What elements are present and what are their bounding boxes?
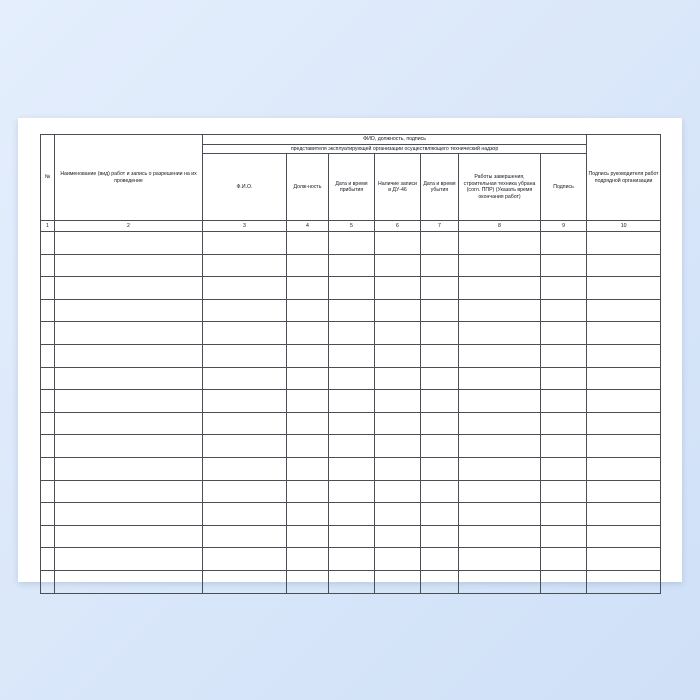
table-cell[interactable] [375,232,421,255]
table-cell[interactable] [541,525,587,548]
header-cell-arrival: Дата и время прибытия [329,154,375,221]
table-cell[interactable] [55,254,203,277]
table-cell[interactable] [41,435,55,458]
table-cell[interactable] [421,457,459,480]
table-cell[interactable] [329,525,375,548]
table-cell[interactable] [421,277,459,300]
table-cell[interactable] [541,570,587,593]
table-row[interactable] [41,232,661,255]
table-cell[interactable] [421,435,459,458]
works-journal-table [40,134,661,594]
table-cell[interactable] [203,322,287,345]
table-cell[interactable] [541,390,587,413]
header-cell-position: Долж-ность [287,154,329,221]
table-cell[interactable] [541,344,587,367]
table-cell[interactable] [329,367,375,390]
table-cell[interactable] [375,344,421,367]
table-cell[interactable] [287,480,329,503]
table-cell[interactable] [203,390,287,413]
table-cell[interactable] [329,390,375,413]
table-cell[interactable] [287,232,329,255]
column-number-row [41,221,661,232]
table-cell[interactable] [587,480,661,503]
table-cell[interactable] [459,503,541,526]
table-cell[interactable] [375,548,421,571]
table-cell[interactable] [41,412,55,435]
table-cell[interactable] [459,322,541,345]
table-cell[interactable] [587,299,661,322]
table-cell[interactable] [203,525,287,548]
table-cell[interactable] [541,503,587,526]
header-cell-fio: Ф.И.О. [203,154,287,221]
table-row[interactable] [41,503,661,526]
table-cell[interactable] [375,503,421,526]
header-cell-name: Наименование (вид) работ и запись о разрешении на их проведение [55,135,203,221]
table-cell[interactable] [459,480,541,503]
table-cell[interactable] [421,390,459,413]
table-cell[interactable] [541,254,587,277]
table-cell[interactable] [459,277,541,300]
table-cell[interactable] [375,480,421,503]
table-cell[interactable] [459,570,541,593]
table-cell[interactable] [375,277,421,300]
table-cell[interactable] [541,548,587,571]
table-cell[interactable] [421,344,459,367]
table-cell[interactable] [459,232,541,255]
table-cell[interactable] [203,299,287,322]
table-cell[interactable] [287,503,329,526]
table-cell[interactable] [329,344,375,367]
table-cell[interactable] [329,435,375,458]
table-cell[interactable] [541,277,587,300]
table-cell[interactable] [41,232,55,255]
table-row[interactable] [41,254,661,277]
table-cell[interactable] [41,254,55,277]
table-cell[interactable] [203,457,287,480]
table-cell[interactable] [459,435,541,458]
table-cell[interactable] [587,322,661,345]
table-cell[interactable] [41,367,55,390]
table-cell[interactable] [421,570,459,593]
table-cell[interactable] [421,367,459,390]
table-cell[interactable] [587,525,661,548]
header-cell-departure: Дата и время убытия [421,154,459,221]
column-number-10: 10 [587,221,661,232]
table-cell[interactable] [41,299,55,322]
table-container [40,134,660,594]
table-cell[interactable] [55,322,203,345]
header-cell-no: № [41,135,55,221]
table-cell[interactable] [41,480,55,503]
table-cell[interactable] [203,503,287,526]
table-cell[interactable] [55,480,203,503]
header-group-supervisor-line1: ФИО, должность, подпись [203,135,587,145]
table-cell[interactable] [459,525,541,548]
table-cell[interactable] [55,570,203,593]
table-cell[interactable] [587,344,661,367]
column-number-4: 4 [287,221,329,232]
table-cell[interactable] [421,480,459,503]
table-cell[interactable] [587,435,661,458]
document-sheet [18,118,682,582]
table-cell[interactable] [541,457,587,480]
table-row[interactable] [41,322,661,345]
table-cell[interactable] [329,503,375,526]
table-cell[interactable] [541,232,587,255]
table-row[interactable] [41,570,661,593]
table-cell[interactable] [421,299,459,322]
table-cell[interactable] [459,390,541,413]
table-cell[interactable] [459,412,541,435]
table-cell[interactable] [459,344,541,367]
table-cell[interactable] [587,457,661,480]
table-cell[interactable] [203,254,287,277]
table-cell[interactable] [541,299,587,322]
table-cell[interactable] [329,457,375,480]
table-cell[interactable] [41,548,55,571]
table-row[interactable] [41,480,661,503]
table-cell[interactable] [203,435,287,458]
table-row[interactable] [41,390,661,413]
table-cell[interactable] [41,570,55,593]
table-cell[interactable] [203,367,287,390]
table-cell[interactable] [421,254,459,277]
table-row[interactable] [41,299,661,322]
table-cell[interactable] [541,367,587,390]
column-number-7: 7 [421,221,459,232]
table-cell[interactable] [541,480,587,503]
table-cell[interactable] [287,548,329,571]
table-cell[interactable] [587,503,661,526]
column-number-6: 6 [375,221,421,232]
table-cell[interactable] [287,254,329,277]
table-cell[interactable] [587,570,661,593]
table-cell[interactable] [55,457,203,480]
table-cell[interactable] [287,435,329,458]
table-cell[interactable] [55,277,203,300]
table-cell[interactable] [203,480,287,503]
table-cell[interactable] [375,322,421,345]
table-cell[interactable] [55,390,203,413]
column-number-9: 9 [541,221,587,232]
table-cell[interactable] [287,344,329,367]
table-cell[interactable] [587,232,661,255]
table-cell[interactable] [375,299,421,322]
table-row[interactable] [41,457,661,480]
table-cell[interactable] [41,344,55,367]
header-group-supervisor-line2: представителя эксплуатирующей организации осуществляющего технический надзор [203,144,587,154]
table-cell[interactable] [55,525,203,548]
column-number-5: 5 [329,221,375,232]
header-cell-du46: Наличие записи в ДУ-46 [375,154,421,221]
table-cell[interactable] [459,457,541,480]
table-cell[interactable] [375,525,421,548]
table-cell[interactable] [459,254,541,277]
table-cell[interactable] [41,503,55,526]
header-cell-signature: Подпись [541,154,587,221]
table-cell[interactable] [587,367,661,390]
table-group-header-row-1 [41,135,661,145]
table-cell[interactable] [329,254,375,277]
table-cell[interactable] [41,277,55,300]
table-cell[interactable] [203,232,287,255]
table-cell[interactable] [329,480,375,503]
table-row[interactable] [41,277,661,300]
table-cell[interactable] [55,299,203,322]
table-cell[interactable] [329,322,375,345]
table-cell[interactable] [587,412,661,435]
column-number-3: 3 [203,221,287,232]
table-cell[interactable] [459,367,541,390]
table-cell[interactable] [329,277,375,300]
table-cell[interactable] [329,412,375,435]
table-cell[interactable] [541,412,587,435]
table-cell[interactable] [421,412,459,435]
table-cell[interactable] [287,412,329,435]
table-cell[interactable] [541,435,587,458]
table-cell[interactable] [55,548,203,571]
table-cell[interactable] [41,322,55,345]
table-cell[interactable] [203,570,287,593]
table-cell[interactable] [41,457,55,480]
table-cell[interactable] [375,254,421,277]
table-cell[interactable] [287,322,329,345]
table-cell[interactable] [287,390,329,413]
table-row[interactable] [41,412,661,435]
table-cell[interactable] [287,570,329,593]
table-cell[interactable] [329,570,375,593]
table-cell[interactable] [421,232,459,255]
table-cell[interactable] [55,344,203,367]
table-row[interactable] [41,548,661,571]
table-row[interactable] [41,435,661,458]
table-body [41,232,661,594]
column-number-2: 2 [55,221,203,232]
table-cell[interactable] [55,435,203,458]
table-cell[interactable] [41,525,55,548]
table-cell[interactable] [55,503,203,526]
table-cell[interactable] [587,548,661,571]
table-cell[interactable] [329,232,375,255]
table-cell[interactable] [421,525,459,548]
table-cell[interactable] [421,503,459,526]
table-cell[interactable] [459,299,541,322]
table-row[interactable] [41,344,661,367]
table-cell[interactable] [541,322,587,345]
table-cell[interactable] [287,367,329,390]
table-cell[interactable] [55,232,203,255]
table-row[interactable] [41,367,661,390]
table-cell[interactable] [375,412,421,435]
table-cell[interactable] [375,457,421,480]
table-cell[interactable] [287,299,329,322]
table-cell[interactable] [375,435,421,458]
table-cell[interactable] [375,390,421,413]
table-cell[interactable] [329,548,375,571]
table-cell[interactable] [287,457,329,480]
table-row[interactable] [41,525,661,548]
table-cell[interactable] [287,277,329,300]
table-cell[interactable] [375,367,421,390]
table-cell[interactable] [459,548,541,571]
column-number-8: 8 [459,221,541,232]
table-cell[interactable] [587,390,661,413]
table-cell[interactable] [203,277,287,300]
header-cell-head: Подпись руководителя работ подрядной организации [587,135,661,221]
table-cell[interactable] [329,299,375,322]
table-cell[interactable] [587,277,661,300]
column-number-1: 1 [41,221,55,232]
table-cell[interactable] [203,548,287,571]
header-cell-works: Работы завершения, строительная техника убрана (согл. ППР) (Указать время окончания работ) [459,154,541,221]
table-cell[interactable] [421,548,459,571]
table-cell[interactable] [41,390,55,413]
table-cell[interactable] [375,570,421,593]
table-cell[interactable] [203,344,287,367]
table-cell[interactable] [203,412,287,435]
table-cell[interactable] [55,367,203,390]
table-cell[interactable] [421,322,459,345]
table-cell[interactable] [587,254,661,277]
table-cell[interactable] [287,525,329,548]
table-cell[interactable] [55,412,203,435]
